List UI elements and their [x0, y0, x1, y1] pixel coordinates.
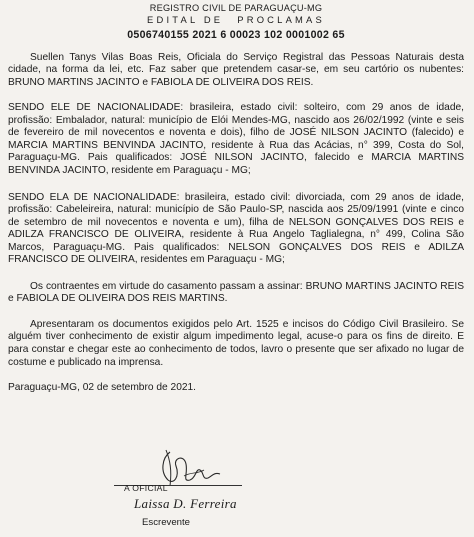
- registry-title: REGISTRO CIVIL DE PARAGUAÇU-MG: [149, 3, 323, 13]
- document-number: 0506740155 2021 6 00023 102 0001002 65: [127, 28, 345, 41]
- place-date: Paraguaçu-MG, 02 de setembro de 2021.: [8, 382, 197, 394]
- proclamas-word: PROCLAMAS: [237, 13, 325, 25]
- signature-role: A OFICIAL: [124, 483, 168, 493]
- handwritten-signature: [140, 446, 230, 488]
- document-header: [8, 4, 464, 41]
- signature-title: Escrevente: [142, 517, 190, 528]
- documents-paragraph: Apresentaram os documentos exigidos pelo Art. 1525 e incisos do Código Civil Brasileiro. Se alguém tiver conhecimento de existir algum impedimento legal, acuse-o para os fins de direito. E para constar e chegar este ao conhecimento de todos, lavro o presente que ser afixado no lugar de costume e publicado na imprensa.: [8, 318, 464, 368]
- edital-title: [8, 15, 464, 25]
- intro-paragraph: Suellen Tanys Vilas Boas Reis, Oficiala do Serviço Registral das Pessoas Naturais desta cidade, na forma da lei, etc. Faz saber que pretendem casar-se, em seu cartório os nubentes: BRUNO MARTINS JACINTO e FABIOLA DE OLIVEIRA DOS REIS.: [8, 51, 464, 88]
- groom-paragraph: SENDO ELE DE NACIONALIDADE: brasileira, estado civil: solteiro, com 29 anos de idade, profissão: Embalador, natural: município de Elói Mendes-MG, nascido aos 26/02/1992 (vinte e seis de fevereiro de mil novecentos e noventa e dois), filho de JOSÉ NILSON JACINTO (falecido) e MARCIA MARTINS BENVINDA JACINTO, residente à Rua das Acácias, n° 399, Costa do Sol, Paraguaçu-MG. Pais qualificados: JOSÉ NILSON JACINTO, falecido e MARCIA MARTINS BENVINDA JACINTO, residente em Paraguaçu - MG;: [8, 102, 464, 177]
- contracting-paragraph: Os contraentes em virtude do casamento passam a assinar: BRUNO MARTINS JACINTO REIS e FABIOLA DE OLIVEIRA DOS REIS MARTINS.: [8, 280, 464, 305]
- signature-block: [110, 446, 270, 536]
- signature-name: Laissa D. Ferreira: [134, 496, 237, 511]
- bride-paragraph: SENDO ELA DE NACIONALIDADE: brasileira, estado civil: divorciada, com 29 anos de idade, profissão: Cabeleireira, natural: município de São Paulo-SP, nascida aos 25/09/1991 (vinte e cinco de setembro de mil novecentos e noventa e um), filha de NELSON GONÇALVES DOS REIS e ADILZA FRANCISCO DE OLIVEIRA, residente à Rua Angelo Taglialegna, n° 499, Colina São Marcos, Paraguaçu-MG. Pais qualificados: NELSON GONÇALVES DOS REIS e ADILZA FRANCISCO DE OLIVEIRA, residentes em Paraguaçu - MG;: [8, 191, 464, 266]
- edital-word: EDITAL DE: [147, 13, 224, 25]
